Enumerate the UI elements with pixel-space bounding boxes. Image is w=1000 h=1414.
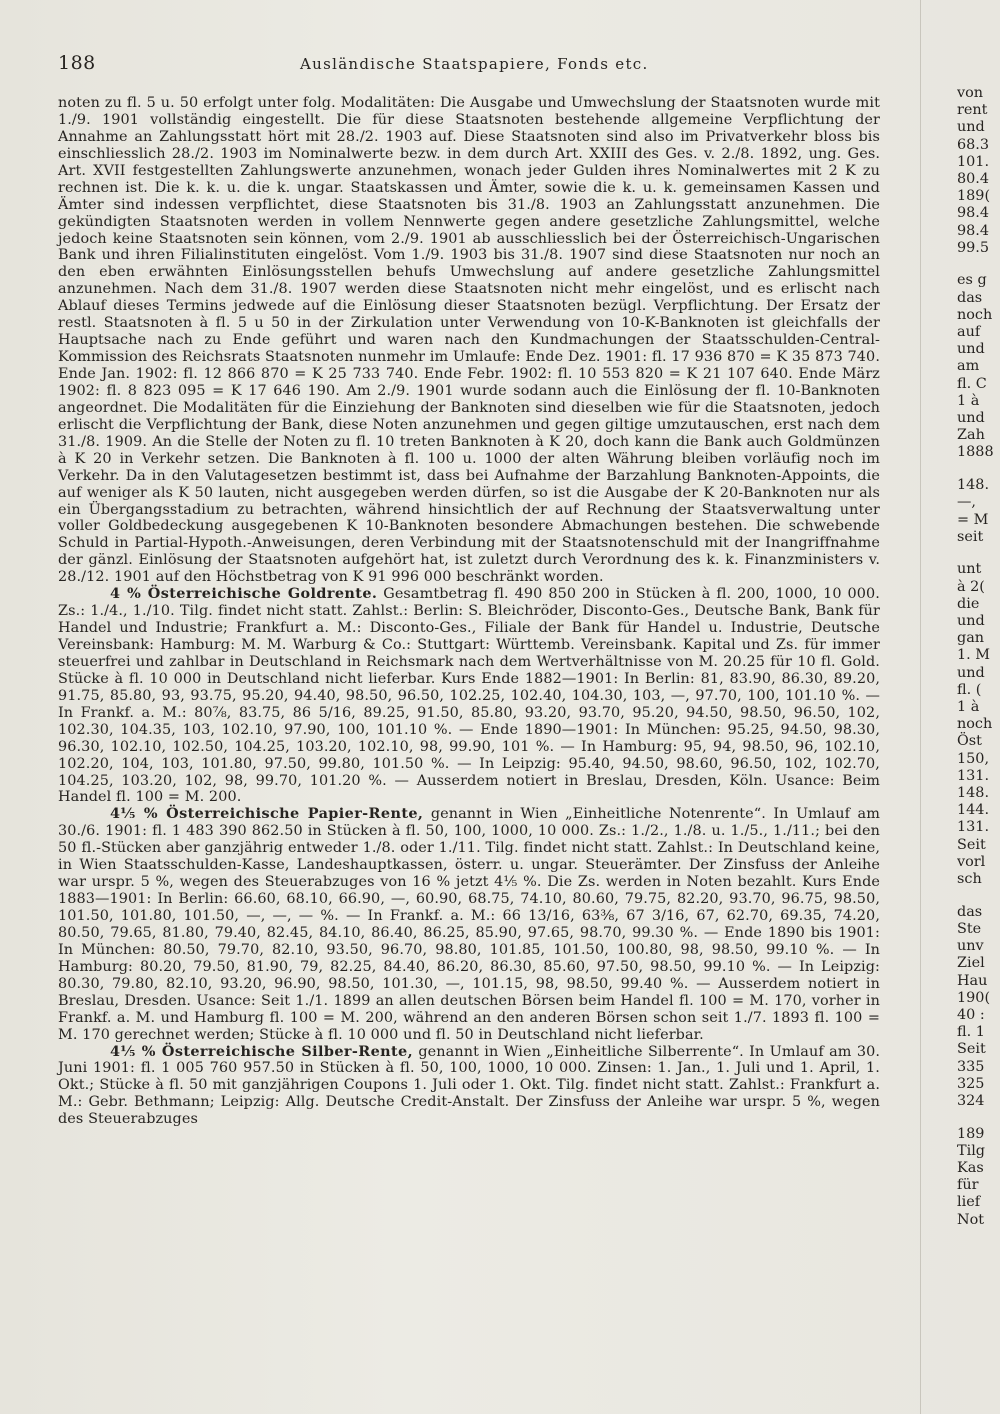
adjacent-page-fragment: à 2( (957, 578, 985, 595)
text-goldrente: Gesamtbetrag fl. 490 850 200 in Stücken à fl. 200, 1000, 10 000. Zs.: 1./4., 1./10. Tilg. findet nicht statt. Zahlst.: Berlin: S. Bleichröder, Disconto-Ges., Deutsche Bank, Bank für Handel und Industrie; Frankfurt a. M.: Disconto-Ges., Filiale der Bank für Handel u. Industrie, Deutsche Vereinsbank: Hamburg: M. M. Warburg & Co.: Stuttgart: Württemb. Vereinsbank. Kapital und Zs. für immer steuerfrei und zahlbar in Deutschland in Reichsmark nach dem Wertverhältnisse von M. 20.25 für 10 fl. Gold. Stücke à fl. 10 000 in Deutschland nicht lieferbar. Kurs Ende 1882—1901: In Berlin: 81, 83.90, 86.30, 89.20, 91.75, 85.80, 93, 93.75, 95.20, 94.40, 98.50, 96.50, 102.25, 102.40, 104.30, 103, —, 97.70, 100, 101.10 %. — In Frankf. a. M.: 80⅞, 83.75, 86 5/16, 89.25, 91.50, 85.80, 93.20, 93.70, 95.20, 94.50, 98.50, 96.50, 102, 102.30, 104.35, 103, 102.10, 97.90, 100, 101.10 %. — Ende 1890—1901: In München: 95.25, 94.50, 98.30, 96.30, 102.10, 102.50, 104.25, 103.20, 102.10, 98, 99.90, 101 %. — In Hamburg: 95, 94, 98.50, 96, 102.10, 102.20, 104, 103, 101.80, 97.50, 99.80, 101.50 %. — In Leipzig: 95.40, 94.50, 98.60, 96.50, 102, 102.70, 104.25, 103.20, 102, 98, 99.70, 101.20 %. — Ausserdem notiert in Breslau, Dresden, Köln. Usance: Beim Handel fl. 100 = M. 200. (58, 586, 880, 806)
adjacent-page-fragment: Tilg (957, 1142, 986, 1159)
adjacent-page-fragment: fl. 1 (957, 1024, 985, 1041)
adjacent-page-fragment: 40 : (957, 1006, 985, 1023)
adjacent-page-fragment: 98.4 (957, 205, 990, 222)
adjacent-page-fragment: = M (957, 511, 989, 528)
adjacent-page-fragment: von (957, 85, 984, 101)
adjacent-page-fragment: unt (957, 561, 982, 578)
text-papier-rente: genannt in Wien „Einheitliche Notenrente“. In Umlauf am 30./6. 1901: fl. 1 483 390 862.50 in Stücken à fl. 50, 100, 1000, 10 000. Zs.: 1./2., 1./8. u. 1./5., 1./11.; bei den 50 fl.-Stücken aber ganzjährig entweder 1./8. oder 1./11. Tilg. findet nicht statt. Zahlst.: In Deutschland keine, in Wien Staatsschulden-Kasse, Landeshauptkassen, österr. u. ungar. Steuerämter. Der Zinsfuss der Anleihe war urspr. 5 %, wegen des Steuerabzuges von 16 % jetzt 4⅕ %. Die Zs. werden in Noten bezahlt. Kurs Ende 1883—1901: In Berlin: 66.60, 68.10, 66.90, —, 60.90, 68.75, 74.10, 80.60, 79.75, 82.20, 93.70, 96.75, 98.50, 101.50, 101.80, 101.50, —, —, — %. — In Frankf. a. M.: 66 13/16, 63⅜, 67 3/16, 67, 62.70, 69.35, 74.20, 80.50, 79.65, 81.80, 79.40, 82.45, 84.10, 86.40, 86.25, 85.90, 97.65, 98.70, 99.30 %. — Ende 1890 bis 1901: In München: 80.50, 79.70, 82.10, 93.50, 96.70, 98.80, 101.85, 101.50, 100.80, 98, 98.50, 99.10 %. — In Hamburg: 80.20, 79.50, 81.90, 79, 82.25, 84.40, 86.20, 86.30, 85.60, 97.50, 98.50, 99.10 %. — In Leipzig: 80.30, 79.80, 82.10, 93.20, 96.90, 98.50, 101.30, —, 101.15, 98, 98.50, 99.40 %. — Ausserdem notiert in Breslau, Dresden. Usance: Seit 1./1. 1899 an allen deutschen Börsen beim Handel fl. 100 = M. 170, vorher in Frankf. a. M. und Hamburg fl. 100 = M. 200, während an den anderen Börsen schon seit 1./7. 1893 fl. 100 = M. 170 gerechnet werden; Stücke à fl. 10 000 und fl. 50 in Deutschland nicht lieferbar. (58, 806, 880, 1043)
text-silber-rente: genannt in Wien „Einheitliche Silberrente“. In Umlauf am 30. Juni 1901: fl. 1 005 760 957.50 in Stücken à fl. 50, 100, 1000, 10 000. Zinsen: 1. Jan., 1. Juli und 1. April, 1. Okt.; Stücke à fl. 50 mit ganzjährigen Coupons 1. Juli oder 1. Okt. Tilg. findet nicht statt. Zahlst.: Frankfurt a. M.: Gebr. Bethmann; Leipzig: Allg. Deutsche Credit-Anstalt. Der Zinsfuss der Anleihe war urspr. 5 %, wegen des Steuerabzuges (58, 1043, 880, 1128)
adjacent-page-fragment: —, (957, 494, 976, 511)
adjacent-page-fragment: lief (957, 1194, 981, 1211)
adjacent-page-fragment: Kas (957, 1160, 984, 1176)
page-header (58, 52, 888, 76)
adjacent-page-fragment: 190( (957, 989, 991, 1006)
page-number: 188 (58, 52, 96, 74)
adjacent-page-fragment: Not (957, 1211, 985, 1228)
adjacent-page-fragment: seit (957, 528, 984, 545)
adjacent-page-fragment: Hau (957, 972, 988, 989)
adjacent-page-fragment: Öst (957, 733, 982, 750)
adjacent-page-fragment: und (957, 410, 985, 427)
running-title: Ausländische Staatspapiere, Fonds etc. (300, 55, 649, 73)
adjacent-page-fragment: 98.4 (957, 222, 990, 239)
adjacent-page-fragment: 1 à (957, 699, 980, 716)
heading-papier-rente: 4⅕ % Österreichische Papier-Rente, (110, 805, 424, 823)
paragraph-goldrente (58, 586, 880, 806)
adjacent-page-fragment: noch (957, 306, 993, 323)
adjacent-page-fragment: die (957, 595, 980, 612)
adjacent-page-fragment: 335 (957, 1058, 985, 1075)
adjacent-page-fragment: das (957, 289, 983, 306)
main-text-column (58, 95, 880, 1128)
adjacent-page-fragment: am (957, 358, 980, 375)
adjacent-page-fragment: 99.5 (957, 239, 990, 256)
adjacent-page-fragment: 189 (957, 1125, 985, 1142)
heading-goldrente: 4 % Österreichische Goldrente. (110, 585, 378, 603)
adjacent-page-fragment: und (957, 613, 985, 630)
adjacent-page-fragment: 144. (957, 802, 990, 819)
adjacent-page-fragment: Zah (957, 427, 985, 444)
adjacent-page-fragment: vorl (957, 853, 986, 870)
adjacent-page-fragment: 68.3 (957, 136, 990, 153)
adjacent-page-fragment: noch (957, 716, 993, 733)
adjacent-page-fragment: 1. M (957, 647, 991, 664)
adjacent-page-fragment: fl. C (957, 375, 987, 392)
adjacent-page-fragment: Seit (957, 836, 986, 853)
adjacent-page-fragment: 325 (957, 1075, 985, 1092)
adjacent-page-fragment: 131. (957, 767, 990, 784)
adjacent-page-fragments (957, 85, 1000, 1414)
adjacent-page-fragment: für (957, 1177, 979, 1194)
adjacent-page-fragment: Ziel (957, 955, 985, 972)
heading-silber-rente: 4⅕ % Österreichische Silber-Rente, (110, 1042, 414, 1060)
adjacent-page-fragment: 101. (957, 153, 990, 170)
adjacent-page-fragment: fl. ( (957, 681, 982, 698)
adjacent-page-fragment: Ste (957, 920, 982, 937)
page-gutter-divider (920, 0, 921, 1414)
adjacent-page-fragment: 148. (957, 785, 990, 802)
adjacent-page-fragment: unv (957, 938, 984, 955)
adjacent-page-fragment: gan (957, 630, 985, 647)
adjacent-page-fragment: 150, (957, 750, 990, 767)
adjacent-page-fragment: 1888 (957, 444, 994, 461)
paragraph-staatsnoten: noten zu fl. 5 u. 50 erfolgt unter folg. Modalitäten: Die Ausgabe und Umwechslung der Staatsnoten wurde mit 1./9. 1901 vollständig eingestellt. Die für diese Staatsnoten bestehende allgemeine Verpflichtung der Annahme an Zahlungsstatt hört mit 28./2. 1903 auf. Diese Staatsnoten sind also im Privatverkehr bloss bis einschliesslich 28./2. 1903 im Nominalwerte bezw. in dem durch Art. XXIII des Ges. v. 2./8. 1892, ung. Ges. Art. XVII festgestellten Zahlungswerte anzunehmen, wonach jeder Gulden ihres Nominalwertes mit 2 K zu rechnen ist. Die k. k. u. die k. ungar. Staatskassen und Ämter, sowie die k. u. k. gemeinsamen Kassen und Ämter sind indessen verpflichtet, diese Staatsnoten bis 31./8. 1903 an Zahlungsstatt anzunehmen. Die gekündigten Staatsnoten werden in vollem Nennwerte gegen andere gesetzliche Zahlungsmittel, welche jedoch keine Staatsnoten sein können, vom 2./9. 1901 ab ausschliesslich bei der Österreichisch-Ungarischen Bank und ihren Filialinstituten eingelöst. Vom 1./9. 1903 bis 31./8. 1907 sind diese Staatsnoten nur noch an den eben erwähnten Einlösungsstellen behufs Umwechslung auf andere gesetzliche Zahlungsmittel anzunehmen. Nach dem 31./8. 1907 werden diese Staatsnoten nicht mehr eingelöst, und es erlischt nach Ablauf dieses Termins jedwede auf die Einlösung dieser Staatsnoten bezügl. Verpflichtung. Der Ersatz der restl. Staatsnoten à fl. 5 u 50 in der Zirkulation unter Verwendung von 10-K-Banknoten ist gleichfalls der Hauptsache nach zu Ende geführt und waren nach den Kundmachungen der Staatsschulden-Central-Kommission des Reichsrats Staatsnoten nunmehr im Umlaufe: Ende Dez. 1901: fl. 17 936 870 = K 35 873 740. Ende Jan. 1902: fl. 12 866 870 = K 25 733 740. Ende Febr. 1902: fl. 10 553 820 = K 21 107 640. Ende März 1902: fl. 8 823 095 = K 17 646 190. Am 2./9. 1901 wurde sodann auch die Einlösung der fl. 10-Banknoten angeordnet. Die Modalitäten für die Einziehung der Banknoten sind dieselben wie für die Staatsnoten, jedoch erlischt die Verpflichtung der Bank, diese Noten anzunehmen und gegen giltige umzutauschen, erst nach dem 31./8. 1909. An die Stelle der Noten zu fl. 10 treten Banknoten à K 20, doch kann die Bank auch Goldmünzen à K 20 in Verkehr setzen. Die Banknoten à fl. 100 u. 1000 der alten Währung bleiben vorläufig noch im Verkehr. Da in den Valutagesetzen bestimmt ist, dass bei Aufnahme der Barzahlung Banknoten-Appoints, die auf weniger als K 50 lauten, nicht ausgegeben werden dürfen, so ist die Ausgabe der K 20-Banknoten nur als ein Übergangsstadium zu betrachten, während hinsichtlich der auf Rechnung der Staatsverwaltung unter voller Goldbedeckung ausgegebenen K 10-Banknoten besondere Abmachungen bestehen. Die schwebende Schuld in Partial-Hypoth.-Anweisungen, deren Verbindung mit der Staatsnotenschuld mit der Inangriffnahme der gänzl. Einlösung der Staatsnoten aufgehört hat, ist zuletzt durch Verordnung des k. k. Finanzministers v. 28./12. 1901 auf den Höchstbetrag von K 91 996 000 beschränkt worden. (58, 95, 880, 586)
paragraph-papier-rente (58, 806, 880, 1043)
adjacent-page-fragment: und (957, 664, 985, 681)
adjacent-page-fragment: und (957, 341, 985, 358)
adjacent-page-fragment: rent (957, 102, 988, 119)
adjacent-page-fragment: das (957, 903, 983, 920)
adjacent-page-fragment: sch (957, 871, 982, 888)
adjacent-page-fragment: 1 à (957, 392, 980, 409)
adjacent-page-fragment: 80.4 (957, 171, 990, 187)
adjacent-page-fragment: 324 (957, 1092, 985, 1109)
adjacent-page-fragment: es g (957, 272, 987, 289)
adjacent-page-fragment: und (957, 119, 985, 136)
adjacent-page-fragment: 189( (957, 188, 991, 205)
paragraph-silber-rente (58, 1044, 880, 1129)
adjacent-page-fragment: auf (957, 324, 981, 341)
adjacent-page-fragment: 148. (957, 477, 990, 494)
adjacent-page-fragment: 131. (957, 819, 990, 836)
adjacent-page-fragment: Seit (957, 1041, 986, 1058)
